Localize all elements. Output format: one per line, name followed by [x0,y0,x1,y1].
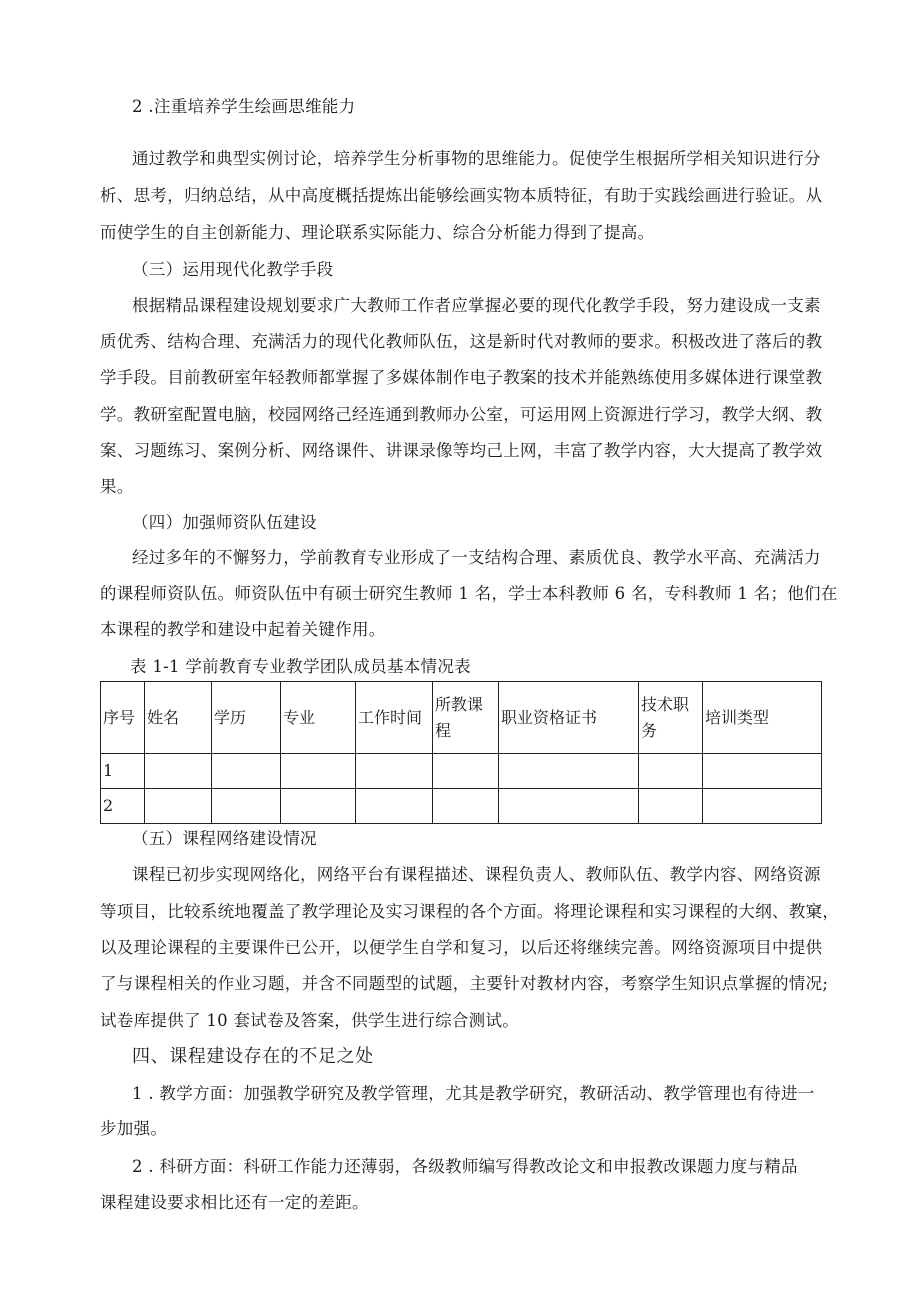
section-2-heading: 2 .注重培养学生绘画思维能力 [132,97,356,116]
heading-3: （三）运用现代化教学手段 [132,260,334,279]
point-2-line-2: 课程建设要求相比还有一定的差距。 [100,1193,369,1212]
table-cell [145,754,212,789]
para-4-line-3: 以及理论课程的主要课件已公开，以便学生自学和复习，以后还将继续完善。网络资源项目中提供 [100,938,823,957]
table-cell [356,789,433,824]
table-cell [639,789,703,824]
table-header-row [101,682,822,754]
para-1-line-1: 通过教学和典型实例讨论，培养学生分析事物的思维能力。促使学生根据所学相关知识进行分 [132,149,821,168]
header-cell: 工作时间 [356,682,433,754]
header-cell: 职业资格证书 [499,682,639,754]
para-1-line-2: 析、思考，归纳总结，从中高度概括提炼出能够绘画实物本质特征，有助于实践绘画进行验证。从 [100,186,823,205]
heading-4: （四）加强师资队伍建设 [132,513,317,532]
point-2-line-1: 2 . 科研方面：科研工作能力还薄弱，各级教师编写得教改论文和申报教改课题力度与精品 [132,1157,798,1176]
table-cell [703,754,822,789]
para-2-line-2: 质优秀、结构合理、充满活力的现代化教师队伍，这是新时代对教师的要求。积极改进了落后的教 [100,332,823,351]
header-cell: 专业 [281,682,356,754]
para-3-line-2: 的课程师资队伍。师资队伍中有硕士研究生教师 1 名，学士本科教师 6 名，专科教师 1 名；他们在 [100,584,838,603]
table-cell [639,754,703,789]
table-cell [433,754,499,789]
para-2-line-3: 学手段。目前教研室年轻教师都掌握了多媒体制作电子教案的技术并能熟练使用多媒体进行课堂教 [100,368,823,387]
para-3-line-1: 经过多年的不懈努力，学前教育专业形成了一支结构合理、素质优良、教学水平高、充满活力 [132,548,821,567]
table-cell: 2 [101,789,145,824]
para-2-line-1: 根据精品课程建设规划要求广大教师工作者应掌握必要的现代化教学手段，努力建设成一支素 [132,296,821,315]
table-row [101,754,822,789]
header-cell: 所教课程 [433,682,499,754]
table-cell [356,754,433,789]
table-cell [703,789,822,824]
section-4-heading: 四、课程建设存在的不足之处 [132,1046,374,1067]
table-cell [212,789,281,824]
heading-5: （五）课程网络建设情况 [132,829,317,848]
para-3-line-3: 本课程的教学和建设中起着关键作用。 [100,620,386,639]
table-row [101,789,822,824]
para-4-line-1: 课程已初步实现网络化，网络平台有课程描述、课程负责人、教师队伍、教学内容、网络资源 [132,865,821,884]
para-2-line-6: 果。 [100,477,134,496]
para-1-line-3: 而使学生的自主创新能力、理论联系实际能力、综合分析能力得到了提高。 [100,223,655,242]
para-2-line-4: 学。教研室配置电脑，校园网络己经连通到教师办公室，可运用网上资源进行学习，教学大纲、教 [100,405,823,424]
header-cell: 学历 [212,682,281,754]
header-cell: 培训类型 [703,682,822,754]
para-2-line-5: 案、习题练习、案例分析、网络课件、讲课录像等均己上网，丰富了教学内容，大大提高了教学效 [100,441,823,460]
para-4-line-5: 试卷库提供了 10 套试卷及答案，供学生进行综合测试。 [100,1011,520,1030]
table-cell [499,789,639,824]
header-cell: 姓名 [145,682,212,754]
table-cell [433,789,499,824]
table-cell [212,754,281,789]
table-caption: 表 1-1 学前教育专业教学团队成员基本情况表 [130,657,471,676]
para-4-line-2: 等项目，比较系统地覆盖了教学理论及实习课程的各个方面。将理论课程和实习课程的大纲、教窠， [100,902,840,921]
point-1-line-1: 1 . 教学方面：加强教学研究及教学管理，尤其是教学研究，教研活动、教学管理也有待进一 [132,1084,815,1103]
table-cell [281,789,356,824]
para-4-line-4: 了与课程相关的作业习题，并含不同题型的试题，主要针对教材内容，考察学生知识点掌握的情况; [100,974,829,993]
table-cell [281,754,356,789]
table-cell [499,754,639,789]
header-cell: 技术职务 [639,682,703,754]
team-table [100,681,822,824]
point-1-line-2: 步加强。 [100,1119,168,1138]
header-cell: 序号 [101,682,145,754]
table-cell [145,789,212,824]
table-cell: 1 [101,754,145,789]
